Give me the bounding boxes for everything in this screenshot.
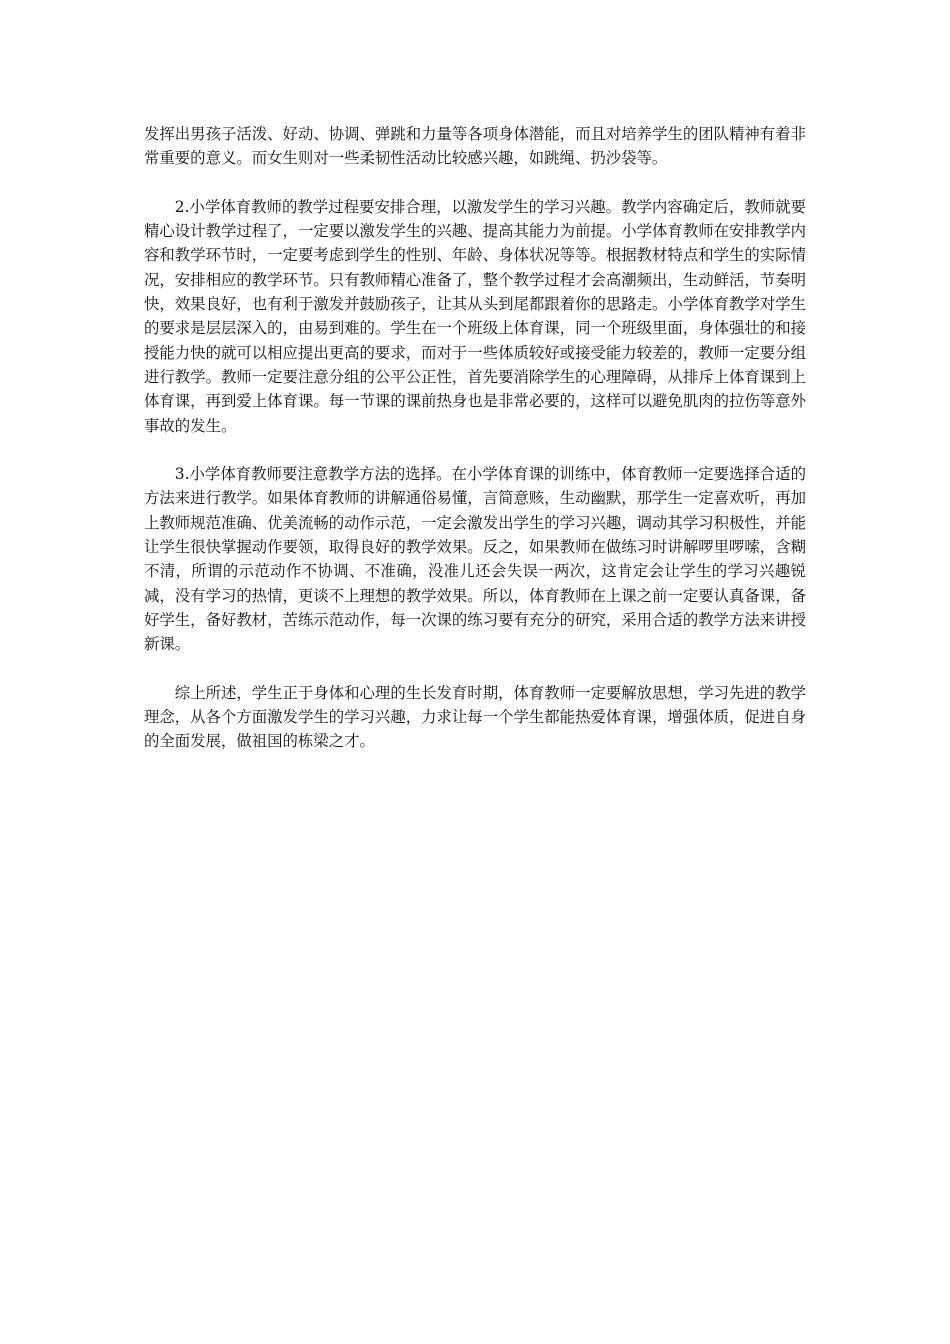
paragraph-continuation: 发挥出男孩子活泼、好动、协调、弹跳和力量等各项身体潜能，而且对培养学生的团队精神有着非常重要的意义。而女生则对一些柔韧性活动比较感兴趣，如跳绳、扔沙袋等。	[144, 125, 806, 168]
paragraph-section-2: 2.小学体育教师的教学过程要安排合理，以激发学生的学习兴趣。教学内容确定后，教师就要精心设计教学过程了，一定要以激发学生的兴趣、提高其能力为前提。小学体育教师在安排教学内容和教学环节时，一定要考虑到学生的性别、年龄、身体状况等等。根据教材特点和学生的实际情况，安排相应的教学环节。只有教师精心准备了，整个教学过程才会高潮频出，生动鲜活，节奏明快，效果良好，也有利于激发并鼓励孩子，让其从头到尾都跟着你的思路走。小学体育教学对学生的要求是层层深入的，由易到难的。学生在一个班级上体育课，同一个班级里面，身体强壮的和接授能力快的就可以相应提出更高的要求，而对于一些体质较好或接受能力较差的，教师一定要分组进行教学。教师一定要注意分组的公平公正性，首先要消除学生的心理障碍，从排斥上体育课到上体育课，再到爱上体育课。每一节课的课前热身也是非常必要的，这样可以避免肌肉的拉伤等意外事故的发生。	[144, 197, 806, 435]
paragraph-conclusion: 综上所述，学生正于身体和心理的生长发育时期，体育教师一定要解放思想，学习先进的教学理念，从各个方面激发学生的学习兴趣，力求让每一个学生都能热爱体育课，增强体质，促进自身的全面发展，做祖国的栋梁之才。	[144, 683, 806, 751]
document-page	[144, 122, 806, 778]
paragraph-section-3: 3.小学体育教师要注意教学方法的选择。在小学体育课的训练中，体育教师一定要选择合适的方法来进行教学。如果体育教师的讲解通俗易懂，言简意赅，生动幽默，那学生一定喜欢听，再加上教师规范准确、优美流畅的动作示范，一定会激发出学生的学习兴趣，调动其学习积极性，并能让学生很快掌握动作要领，取得良好的教学效果。反之，如果教师在做练习时讲解啰里啰嗦，含糊不清，所谓的示范动作不协调、不准确，没准儿还会失误一两次，这肯定会让学生的学习兴趣锐减，没有学习的热情，更谈不上理想的教学效果。所以，体育教师在上课之前一定要认真备课，备好学生，备好教材，苦练示范动作，每一次课的练习要有充分的研究，采用合适的教学方法来讲授新课。	[144, 465, 806, 654]
